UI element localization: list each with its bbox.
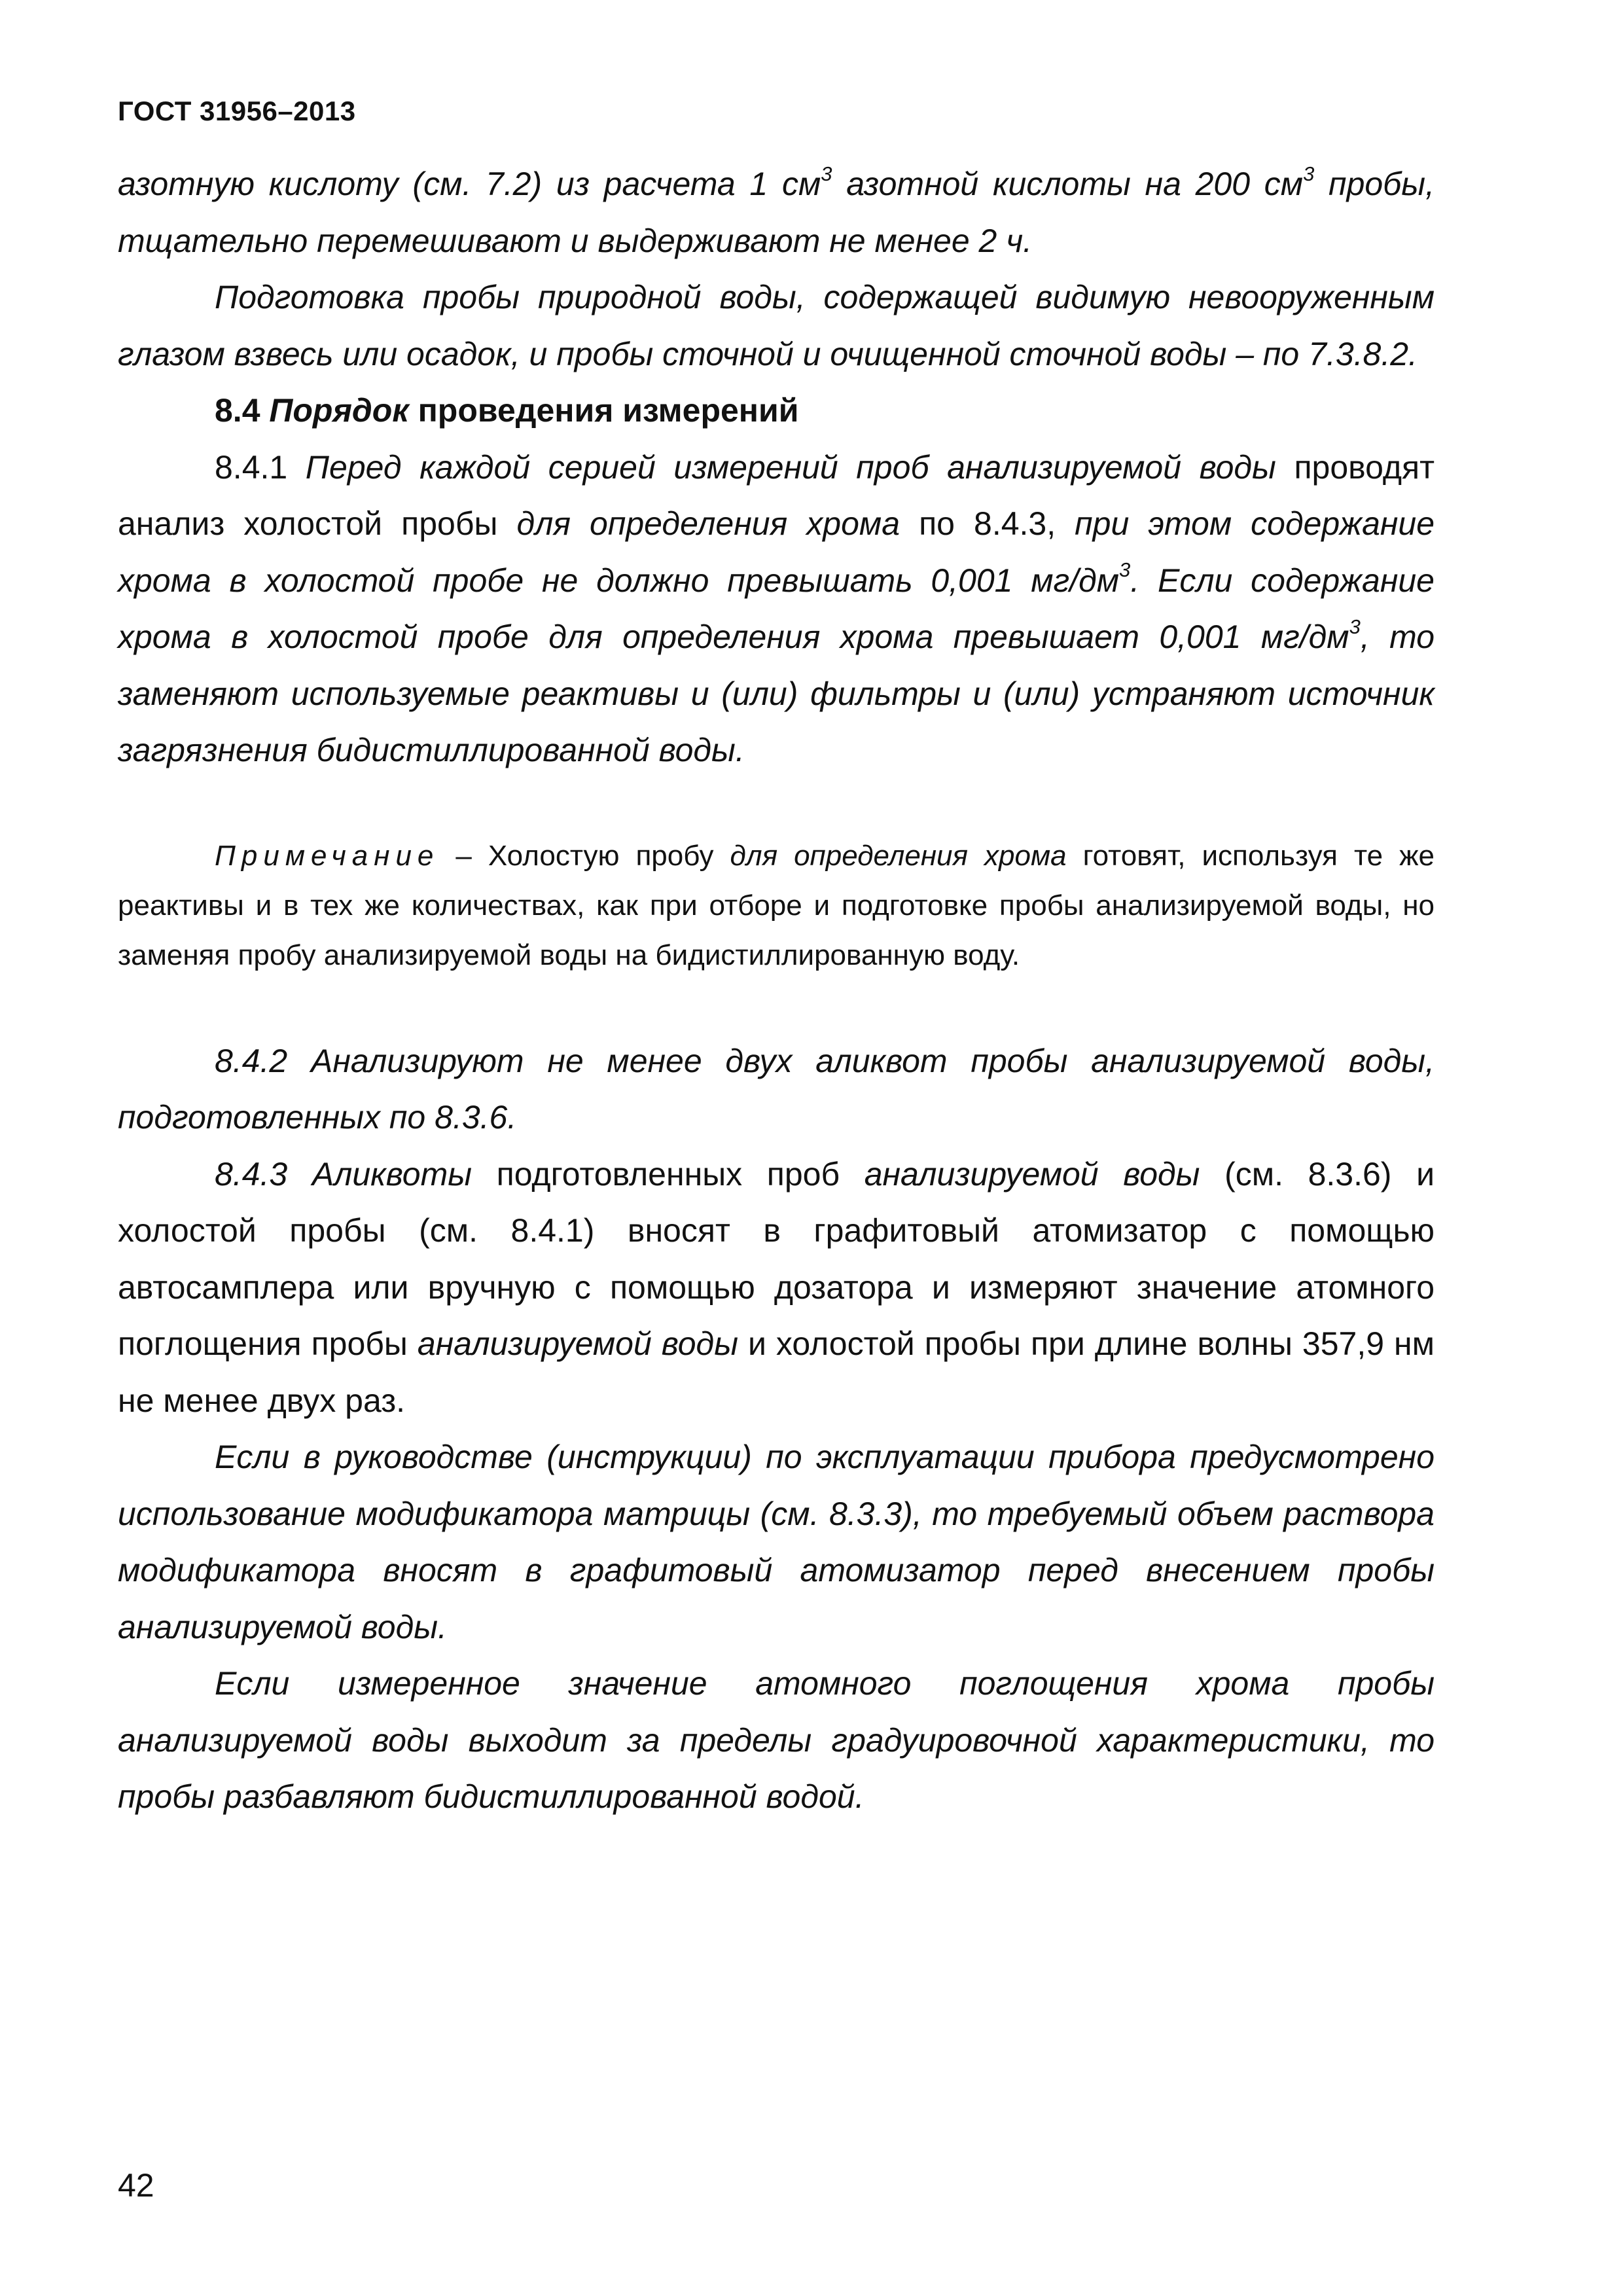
paragraph-nitric-acid: азотную кислоту (см. 7.2) из расчета 1 $см^3$ азотной кислоты на 200 $см^3$ пробы, тщательно перемешивают и выдерживают не менее 2 ч. (118, 162, 1435, 259)
standard-header: ГОСТ 31956–2013 (118, 96, 356, 126)
spacer (118, 980, 1435, 1033)
page-number: 42 (118, 2167, 154, 2204)
document-body (118, 156, 1435, 1825)
paragraph-8-4-3: 8.4.3 Аликвоты подготовленных проб анализируемой воды (см. 8.3.6) и холостой пробы (см. 8.4.1) вносят в графитовый атомизатор с помощью автосамплера или вручную с помощью дозатора и измеряют значение атомного поглощения пробы анализируемой воды и холостой пробы при длине волны 357,9 нм не менее двух раз. (118, 1155, 1435, 1419)
note-label: Примечание (215, 839, 440, 872)
paragraph-dilution: Если измеренное значение атомного поглощения хрома пробы анализируемой воды выходит за пределы градуировочной характеристики, то пробы разбавляют бидистиллированной водой. (118, 1665, 1435, 1815)
paragraph-matrix-modifier: Если в руководстве (инструкции) по эксплуатации прибора предусмотрено использование модификатора матрицы (см. 8.3.3), то требуемый объем раствора модификатора вносят в графитовый атомизатор перед внесением пробы анализируемой воды. (118, 1439, 1435, 1645)
paragraph-8-4-1: 8.4.1 Перед каждой серией измерений проб анализируемой воды проводят анализ холостой пробы для определения хрома по 8.4.3, при этом содержание хрома в холостой пробе не должно превышать 0,001 $мг/дм^3$. Если содержание хрома в холостой пробе для определения хрома превышает 0,001 $мг/дм^3$, то заменяют используемые реактивы и (или) фильтры и (или) устраняют источник загрязнения бидистиллированной воды. (118, 448, 1435, 768)
paragraph-sample-preparation: Подготовка пробы природной воды, содержащей видимую невооруженным глазом взвесь или осадок, и пробы сточной и очищенной сточной воды – по 7.3.8.2. (118, 279, 1435, 372)
paragraph-8-4-2: 8.4.2 Анализируют не менее двух аликвот пробы анализируемой воды, подготовленных по 8.3.6. (118, 1042, 1435, 1136)
section-heading-8-4: 8.4 Порядок проведения измерений (215, 392, 799, 429)
note-paragraph: Примечание – Холостую пробу для определения хрома готовят, используя те же реактивы и в тех же количествах, как при отборе и подготовке пробы анализируемой воды, но заменяя пробу анализируемой воды на бидистиллированную воду. (118, 839, 1435, 971)
